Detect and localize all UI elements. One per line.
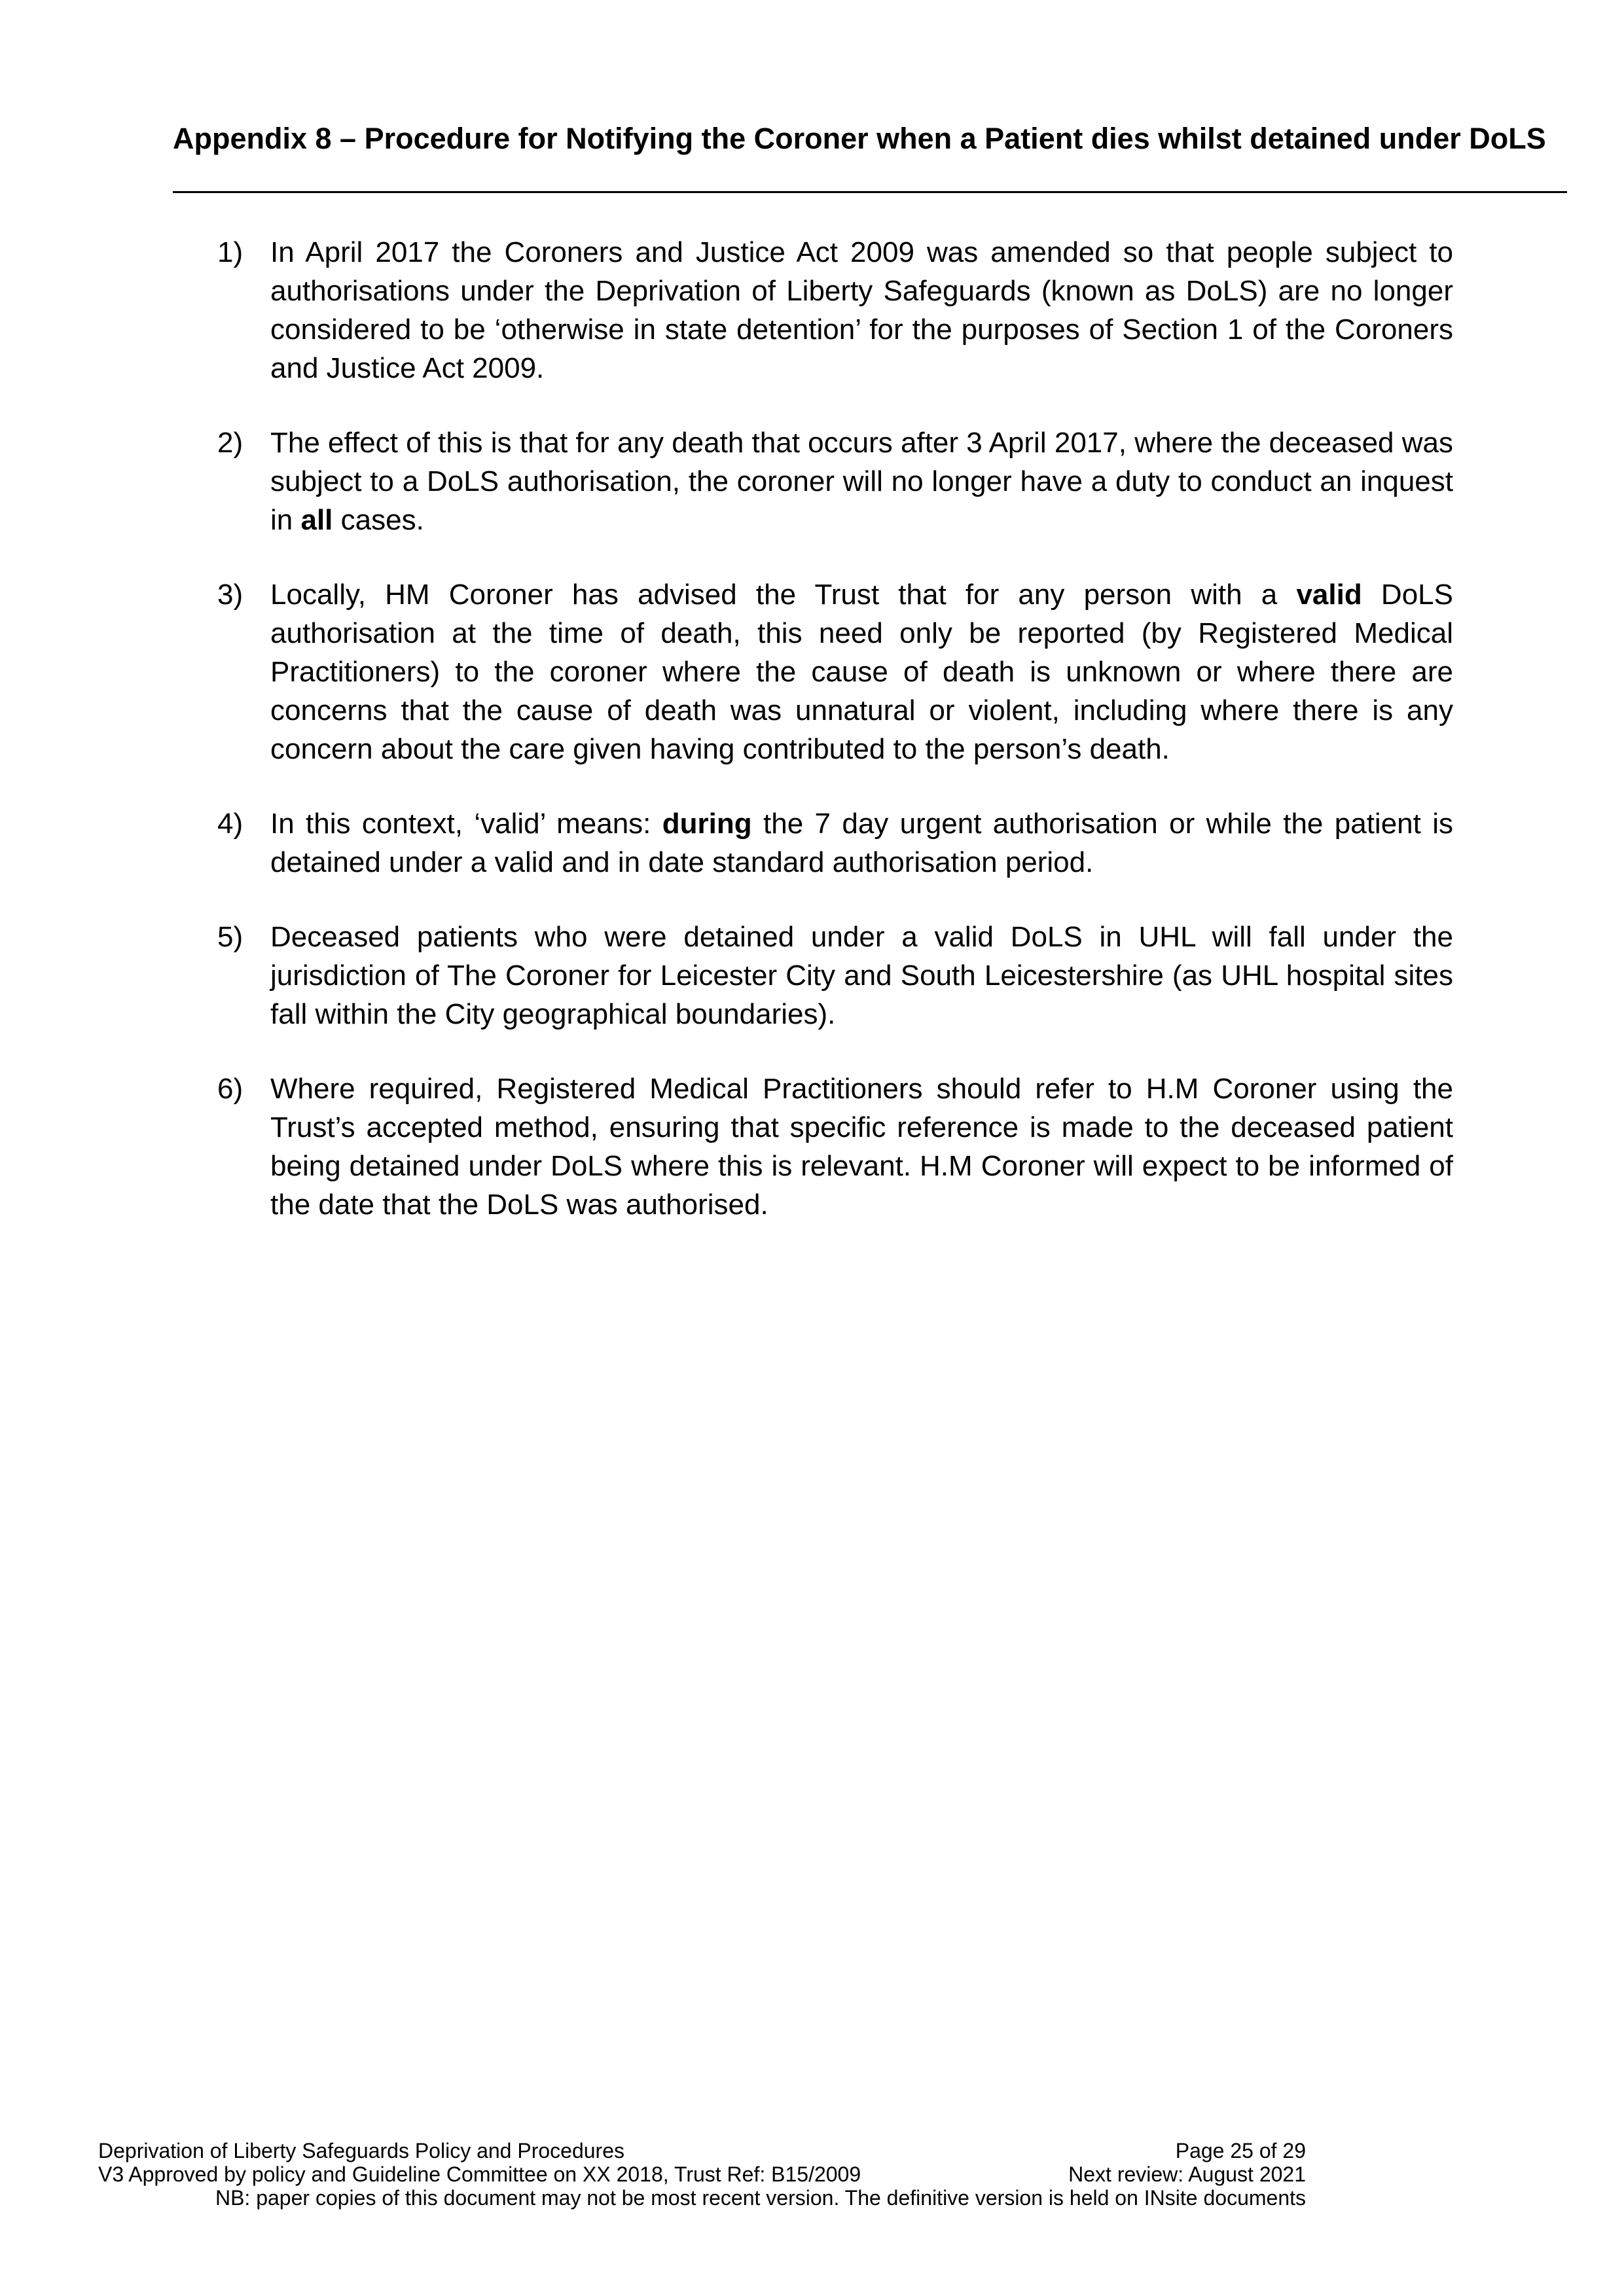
footer-note: NB: paper copies of this document may not be most recent version. The definitive version is held on INsite documents [215, 2186, 1306, 2210]
item-number: 1) [217, 236, 244, 268]
footer-page-number: Page 25 of 29 [1175, 2139, 1306, 2162]
page-heading: Appendix 8 – Procedure for Notifying the Coroner when a Patient dies whilst detained under DoLS [173, 122, 1546, 155]
item-number: 3) [217, 579, 244, 611]
procedure-item-6 [217, 1069, 1453, 1224]
footer-next-review: Next review: August 2021 [1068, 2162, 1306, 2186]
footer-doc-title: Deprivation of Liberty Safeguards Policy and Procedures [98, 2139, 624, 2162]
procedure-item-3 [217, 575, 1453, 768]
item-number: 5) [217, 921, 244, 953]
procedure-item-2 [217, 423, 1453, 539]
item-text: The effect of this is that for any death that occurs after 3 April 2017, where the deceased was subject to a DoLS authorisation, the coroner will no longer have a duty to conduct an inquest in all cases. [270, 427, 1453, 536]
item-number: 6) [217, 1073, 244, 1105]
emphasis-valid: valid [1296, 579, 1362, 611]
procedure-item-5 [217, 918, 1453, 1033]
procedure-item-4 [217, 804, 1453, 882]
emphasis-during: during [662, 808, 752, 840]
item-text: In April 2017 the Coroners and Justice Act 2009 was amended so that people subject to authorisations under the Deprivation of Liberty Safeguards (known as DoLS) are no longer considered to be ‘otherwise in state detention’ for the purposes of Section 1 of the Coroners and Justice Act 2009. [270, 236, 1453, 384]
heading-divider [173, 191, 1567, 193]
footer-row-2 [98, 2162, 1306, 2186]
page-footer [98, 2139, 1306, 2210]
procedure-list [217, 233, 1453, 1260]
item-text: Locally, HM Coroner has advised the Trust that for any person with a valid DoLS authorisation at the time of death, this need only be reported (by Registered Medical Practitioners) to the coroner where the cause of death is unknown or where there are concerns that the cause of death was unnatural or violent, including where there is any concern about the care given having contributed to the person’s death. [270, 579, 1453, 765]
item-text: Where required, Registered Medical Practitioners should refer to H.M Coroner using the Trust’s accepted method, ensuring that specific reference is made to the deceased patient being detained under DoLS where this is relevant. H.M Coroner will expect to be informed of the date that the DoLS was authorised. [270, 1073, 1453, 1221]
footer-row-1 [98, 2139, 1306, 2162]
emphasis-all: all [300, 504, 333, 536]
item-text: In this context, ‘valid’ means: during the 7 day urgent authorisation or while the patient is detained under a valid and in date standard authorisation period. [270, 808, 1453, 878]
item-number: 2) [217, 427, 244, 459]
procedure-item-1 [217, 233, 1453, 387]
item-number: 4) [217, 808, 244, 840]
item-text: Deceased patients who were detained under a valid DoLS in UHL will fall under the jurisdiction of The Coroner for Leicester City and South Leicestershire (as UHL hospital sites fall within the City geographical boundaries). [270, 921, 1453, 1030]
footer-approval: V3 Approved by policy and Guideline Committee on XX 2018, Trust Ref: B15/2009 [98, 2162, 861, 2186]
